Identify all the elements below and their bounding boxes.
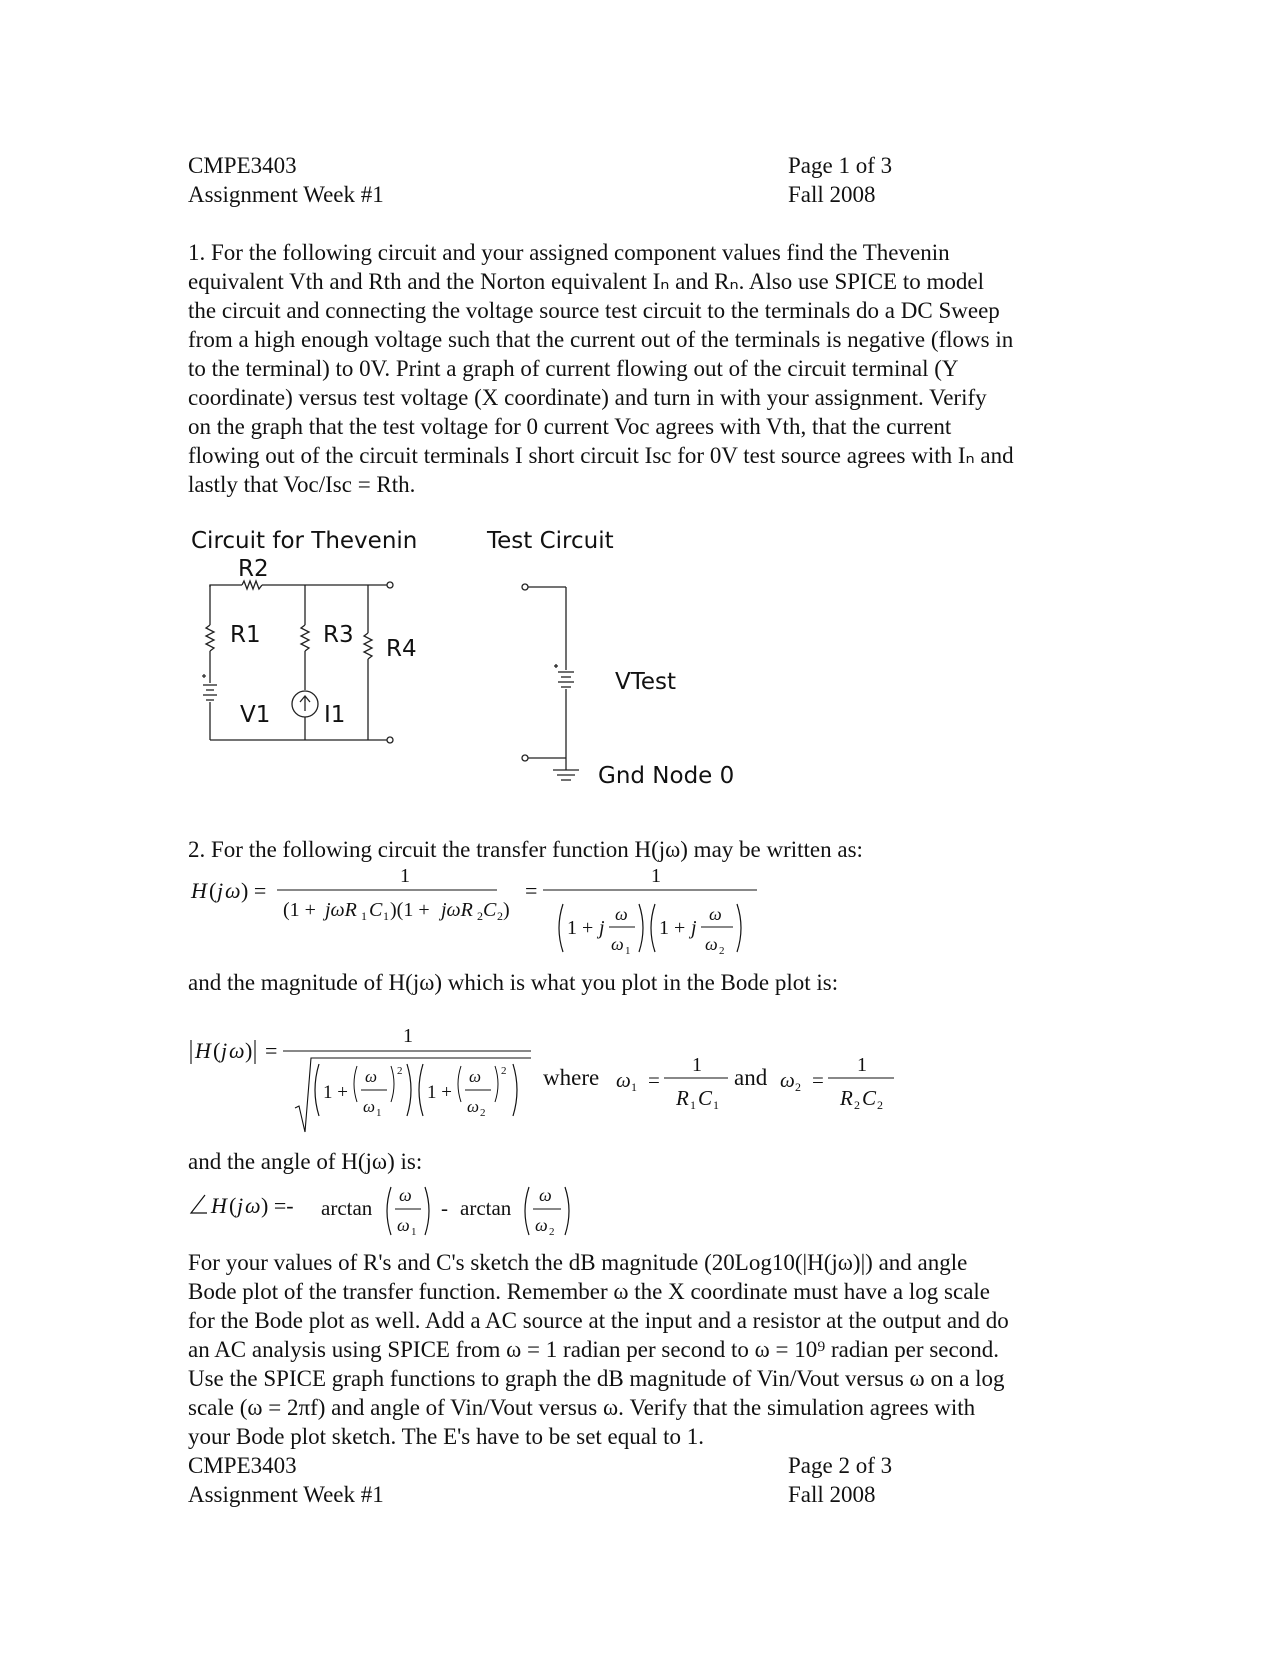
svg-text:1: 1 <box>631 1080 637 1094</box>
svg-text:j: j <box>599 917 605 939</box>
problem-2-line: for the Bode plot as well. Add a AC source at the input and a resistor at the output and do <box>188 1308 1009 1333</box>
assignment-title-page-2: Assignment Week #1 <box>188 1482 384 1507</box>
assignment-title: Assignment Week #1 <box>188 182 384 207</box>
svg-text:1: 1 <box>857 1054 867 1076</box>
svg-text:1: 1 <box>692 1054 702 1076</box>
transfer-function-equation <box>185 860 765 965</box>
svg-text:j: j <box>221 1038 228 1063</box>
r2-label: R2 <box>238 556 269 582</box>
svg-text:(: ( <box>229 1193 237 1218</box>
svg-text:-: - <box>441 1196 448 1220</box>
svg-text:ω: ω <box>615 904 628 924</box>
svg-text:C: C <box>698 1086 713 1110</box>
angle-equation <box>185 1175 595 1245</box>
problem-1-line: lastly that Voc/Isc = Rth. <box>188 472 416 497</box>
svg-text:1: 1 <box>376 1107 382 1119</box>
arctan-2: arctan <box>460 1196 512 1220</box>
svg-text:1 +: 1 + <box>567 917 594 939</box>
svg-text:) =: ) = <box>241 878 267 903</box>
svg-text:=: = <box>265 1038 278 1063</box>
svg-text:ω: ω <box>780 1068 795 1092</box>
magnitude-intro: and the magnitude of H(jω) which is what you plot in the Bode plot is: <box>188 970 839 995</box>
svg-text:H: H <box>211 1193 227 1218</box>
and-label: and <box>734 1065 768 1090</box>
svg-text:C: C <box>369 899 383 921</box>
term: Fall 2008 <box>788 182 876 207</box>
magnitude-equation <box>185 1020 545 1140</box>
problem-2-line: For your values of R's and C's sketch the dB magnitude (20Log10(|H(jω)|) and angle <box>188 1250 968 1275</box>
svg-text:jωR: jωR <box>441 899 473 921</box>
svg-text:2: 2 <box>477 909 483 923</box>
svg-text:ω: ω <box>611 934 624 954</box>
where-label: where <box>543 1065 600 1090</box>
problem-2-line: an AC analysis using SPICE from ω = 1 radian per second to ω = 10⁹ radian per second. <box>188 1337 999 1362</box>
problem-2-instructions <box>188 1248 1088 1451</box>
svg-text:ω: ω <box>469 1067 482 1086</box>
svg-text:2: 2 <box>501 1065 507 1077</box>
svg-text:1: 1 <box>690 1098 696 1112</box>
page-number: Page 1 of 3 <box>788 153 893 178</box>
svg-text:=: = <box>525 878 538 903</box>
problem-2-line: Use the SPICE graph functions to graph the dB magnitude of Vin/Vout versus ω on a log <box>188 1366 1005 1391</box>
svg-text:ω: ω <box>245 1193 261 1218</box>
problem-1-line: equivalent Vth and Rth and the Norton equivalent Iₙ and Rₙ. Also use SPICE to model <box>188 269 984 294</box>
problem-1-line: from a high enough voltage such that the current out of the terminals is negative (flows in <box>188 327 1014 352</box>
problem-2-line: your Bode plot sketch. The E's have to be set equal to 1. <box>188 1424 704 1449</box>
page-number-page-2: Page 2 of 3 <box>788 1453 893 1478</box>
test-circuit-diagram <box>510 570 600 800</box>
svg-text:1 +: 1 + <box>323 1082 348 1103</box>
problem-2-intro: 2. For the following circuit the transfer function H(jω) may be written as: <box>188 837 863 862</box>
svg-text:ω: ω <box>535 1215 548 1235</box>
gnd-label: Gnd Node 0 <box>598 763 735 789</box>
svg-text:)(1 +: )(1 + <box>390 899 430 921</box>
problem-1-line: the circuit and connecting the voltage source test circuit to the terminals do a DC Sweep <box>188 298 1000 323</box>
problem-1-line: 1. For the following circuit and your assigned component values find the Thevenin <box>188 240 950 265</box>
r4-label: R4 <box>386 636 417 662</box>
r3-label: R3 <box>323 622 354 648</box>
svg-text:): ) <box>503 899 510 921</box>
svg-text:ω: ω <box>705 934 718 954</box>
svg-text:H: H <box>195 1038 211 1063</box>
svg-text:1: 1 <box>651 865 661 887</box>
svg-text:2: 2 <box>719 945 725 957</box>
svg-text:C: C <box>483 899 497 921</box>
svg-text:2: 2 <box>877 1098 883 1112</box>
svg-text:C: C <box>862 1086 877 1110</box>
svg-text:(: ( <box>213 1038 221 1063</box>
svg-text:): ) <box>245 1038 253 1063</box>
problem-1-line: to the terminal) to 0V. Print a graph of current flowing out of the circuit terminal (Y <box>188 356 959 381</box>
svg-text:1: 1 <box>625 945 631 957</box>
svg-text:1: 1 <box>713 1098 719 1112</box>
svg-text:j: j <box>217 878 224 903</box>
problem-1-line: coordinate) versus test voltage (X coordinate) and turn in with your assignment. Verify <box>188 385 987 410</box>
svg-text:(1 +: (1 + <box>283 899 316 921</box>
svg-text:1 +: 1 + <box>659 917 686 939</box>
term-page-2: Fall 2008 <box>788 1482 876 1507</box>
course-code: CMPE3403 <box>188 153 297 178</box>
vtest-label: VTest <box>615 669 677 695</box>
problem-1-line: on the graph that the test voltage for 0 current Voc agrees with Vth, that the current <box>188 414 952 439</box>
svg-text:ω: ω <box>709 904 722 924</box>
svg-text:1 +: 1 + <box>427 1082 452 1103</box>
angle-intro: and the angle of H(jω) is: <box>188 1149 423 1174</box>
thevenin-circuit-title: Circuit for Thevenin <box>191 528 418 554</box>
svg-text:1: 1 <box>400 865 410 887</box>
svg-text:1: 1 <box>383 909 389 923</box>
svg-text:) =-: ) =- <box>261 1193 294 1218</box>
svg-text:2: 2 <box>549 1226 555 1238</box>
svg-text:2: 2 <box>854 1098 860 1112</box>
svg-text:ω: ω <box>397 1215 410 1235</box>
svg-text:ω: ω <box>365 1067 378 1086</box>
problem-2-line: scale (ω = 2πf) and angle of Vin/Vout versus ω. Verify that the simulation agrees with <box>188 1395 976 1420</box>
svg-text:jωR: jωR <box>325 899 357 921</box>
svg-text:j: j <box>691 917 697 939</box>
problem-1-text <box>188 238 1088 499</box>
arctan-1: arctan <box>321 1196 373 1220</box>
svg-text:2: 2 <box>480 1107 486 1119</box>
svg-text:ω: ω <box>225 878 241 903</box>
svg-text:ω: ω <box>539 1185 552 1205</box>
svg-text:ω: ω <box>616 1068 631 1092</box>
v1-label: V1 <box>240 702 271 728</box>
r1-label: R1 <box>230 622 261 648</box>
test-circuit-title: Test Circuit <box>487 528 614 554</box>
svg-text:R: R <box>840 1086 853 1110</box>
svg-text:R: R <box>676 1086 689 1110</box>
svg-text:=: = <box>648 1068 660 1092</box>
i1-label: I1 <box>324 702 346 728</box>
svg-text:ω: ω <box>399 1185 412 1205</box>
svg-text:j: j <box>237 1193 244 1218</box>
svg-text:ω: ω <box>363 1097 376 1116</box>
course-code-page-2: CMPE3403 <box>188 1453 297 1478</box>
svg-text:ω: ω <box>467 1097 480 1116</box>
problem-2-line: Bode plot of the transfer function. Remember ω the X coordinate must have a log scale <box>188 1279 991 1304</box>
svg-text:2: 2 <box>397 1065 403 1077</box>
svg-text:1: 1 <box>411 1226 417 1238</box>
svg-text:=: = <box>812 1068 824 1092</box>
svg-text:2: 2 <box>795 1080 801 1094</box>
svg-text:2: 2 <box>497 909 503 923</box>
svg-text:1: 1 <box>403 1025 413 1047</box>
svg-text:ω: ω <box>229 1038 245 1063</box>
svg-text:H: H <box>191 878 207 903</box>
svg-text:(: ( <box>209 878 217 903</box>
svg-text:1: 1 <box>361 909 367 923</box>
problem-1-line: flowing out of the circuit terminals I short circuit Isc for 0V test source agrees with Iₙ and <box>188 443 1014 468</box>
